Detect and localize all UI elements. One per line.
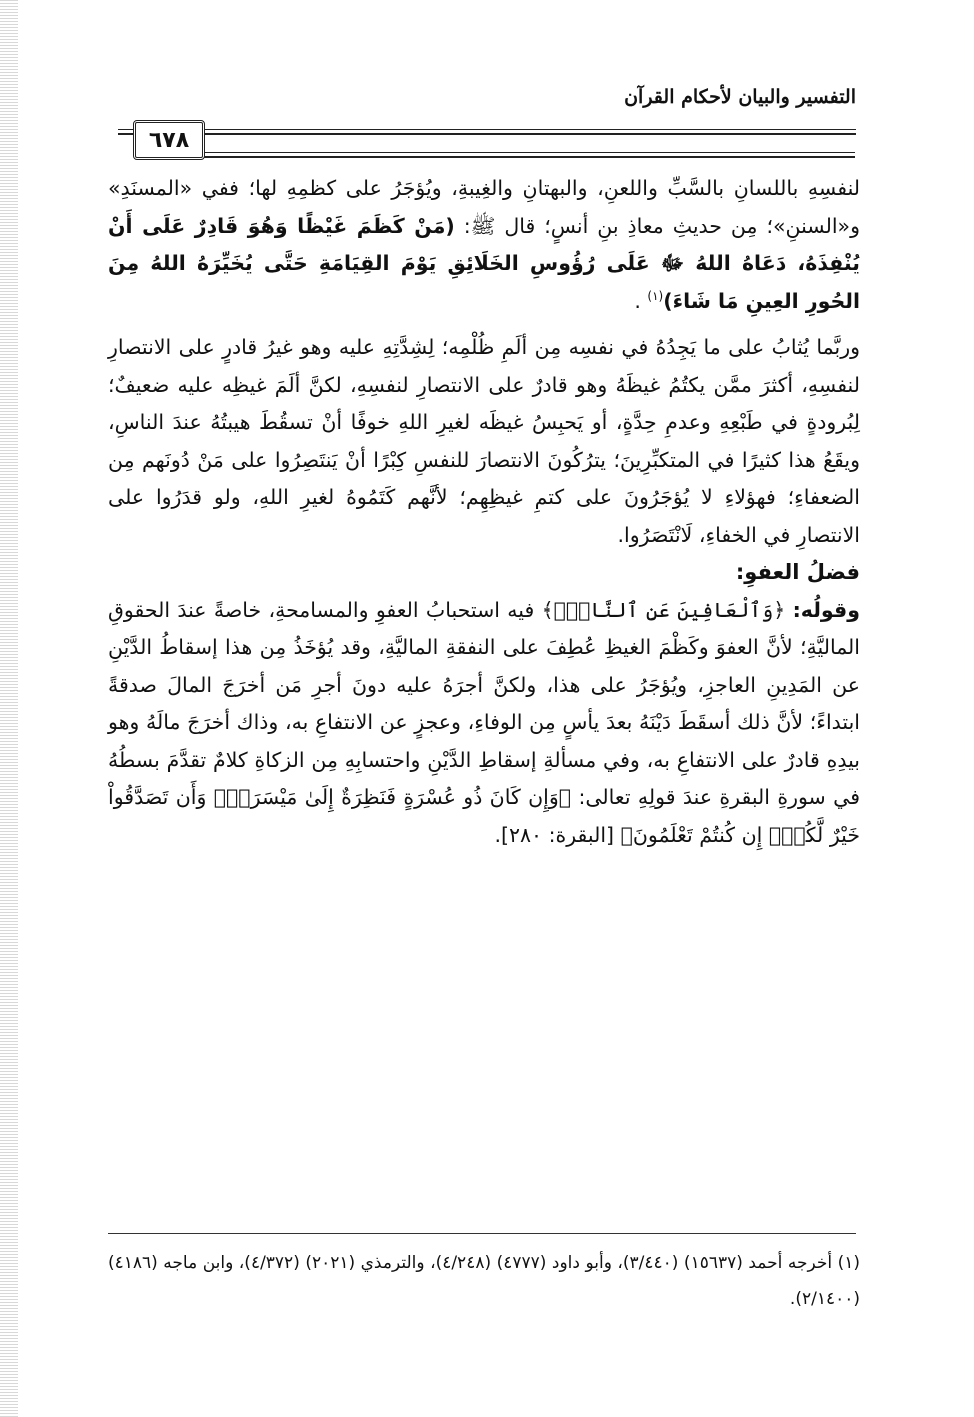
footnote-marker: (١) bbox=[837, 1253, 860, 1273]
lead-word: وقولُه: bbox=[792, 597, 860, 622]
header-rule bbox=[200, 152, 855, 153]
paragraph bbox=[108, 329, 860, 554]
paragraph bbox=[108, 592, 860, 855]
footnote-text: أخرجه أحمد (١٥٦٣٧) (٣/٤٤٠)، وأبو داود (٤٧٧٧) (٤/٢٤٨)، والترمذي (٢٠٢١) (٤/٣٧٢)، وابن ماجه (٤١٨٦) (٢/١٤٠٠). bbox=[108, 1253, 860, 1309]
sentence-end: . bbox=[634, 288, 641, 313]
paragraph-text: لنفسِهِ باللسانِ بالسَّبِّ واللعنِ، والبهتانِ والغِيبةِ، ويُؤجَرُ على كظمِهِ لها؛ ففي «المسنَدِ» و«السننِ»؛ مِن حديثِ معاذِ بنِ أنسٍ؛ قال ﷺ: bbox=[108, 176, 860, 238]
quran-verse: ﴿وَٱلْعَافِينَ عَنِ ٱلنَّاسِۗ﴾ bbox=[541, 597, 786, 622]
header-rule bbox=[118, 133, 856, 135]
footnote-marker: (١) bbox=[647, 288, 664, 303]
footnote-separator bbox=[108, 1233, 856, 1234]
running-head-title: التفسير والبيان لأحكام القرآن bbox=[624, 86, 856, 108]
page-number: ٦٧٨ bbox=[148, 127, 190, 153]
main-text bbox=[108, 170, 860, 854]
header-rule bbox=[200, 156, 855, 158]
page-binding-edge bbox=[0, 0, 18, 1417]
section-heading: فضلُ العفوِ: bbox=[735, 560, 860, 584]
footnote bbox=[108, 1245, 860, 1317]
page-number-frame bbox=[133, 120, 205, 160]
verse-reference: [البقرة: ٢٨٠]. bbox=[494, 822, 615, 847]
hadith-quote: (مَنْ كَظَمَ غَيْظًا وَهُوَ قَادِرٌ عَلَى أَنْ يُنْفِذَهُ، دَعَاهُ اللهُ ﷻ عَلَى رُؤُوسِ الخَلَائِقِ يَوْمَ القِيَامَةِ حَتَّى يُخَيِّرَهُ اللهُ مِنَ الحُورِ العِينِ مَا شَاءَ) bbox=[108, 213, 860, 313]
paragraph bbox=[108, 170, 860, 320]
quran-verse: ﴿وَإِن كَانَ ذُو عُسْرَةٍ فَنَظِرَةٌ إِلَىٰ مَيْسَرَةٍۚ وَأَن تَصَدَّقُواْ خَيْرٌ لَّكُمْۖ إِن كُنتُمْ تَعْلَمُونَ﴾ bbox=[108, 785, 860, 847]
paragraph-text: فيه استحبابُ العفوِ والمسامحةِ، خاصةً عندَ الحقوقِ الماليَّةِ؛ لأنَّ العفوَ وكَظْمَ الغيظِ عُطِفَ على النفقةِ الماليَّةِ، وقد يُؤخَذُ مِن هذا إسقاطُ الدَّيْنِ عن المَدِينِ العاجزِ، ويُؤجَرُ على هذا، ولكنَّ أجرَهُ عليه دونَ أجرِ مَن أخرَجَ المالَ صدقةً ابتداءً؛ لأنَّ ذلك أسقَطَ دَيْنَهُ بعدَ يأسٍ مِن الوفاءِ، وعجزٍ عن الانتفاعِ به، وذاك أخرَجَ مالَهُ وهو بيدِهِ قادرٌ على الانتفاعِ به، وفي مسألةِ إسقاطِ الدَّيْنِ واحتسابِهِ مِن الزكاةِ كلامٌ تقدَّمَ بسطُهُ في سورةِ البقرةِ عندَ قولِهِ تعالى: bbox=[108, 597, 860, 809]
header-rule bbox=[118, 129, 856, 130]
paragraph-text: وربَّما يُثابُ على ما يَجِدُهُ في نفسِه مِن ألَمِ ظُلْمِه؛ لِشِدَّتِهِ عليه وهو غيرُ قادرٍ على الانتصارِ لنفسِهِ، أكثرَ ممَّن يكتُمُ غيظَهُ وهو قادرٌ على الانتصارِ لنفسِهِ، لكنَّ ألَمَ غيظِه عليه ضعيفٌ؛ لِبُرودةٍ في طَبْعِهِ وعدمِ حِدَّةٍ، أو يَحبِسُ غيظَه لغيرِ اللهِ خوفًا أنْ تسقُطَ هيبتُهُ عندَ الناسِ، ويقَعُ هذا كثيرًا في المتكبِّرِينَ؛ يترُكُونَ الانتصارَ للنفسِ كِبْرًا أنْ يَنتَصِرُوا على مَنْ دُونَهم مِن الضعفاءِ؛ فهؤلاءِ لا يُؤجَرُونَ على كتمِ غيظِهِم؛ لأنَّهم كَتَمُوهُ لغيرِ اللهِ، ولو قدَرُوا على الانتصارِ في الخفاءِ، لَانْتَصَرُوا. bbox=[108, 335, 860, 547]
